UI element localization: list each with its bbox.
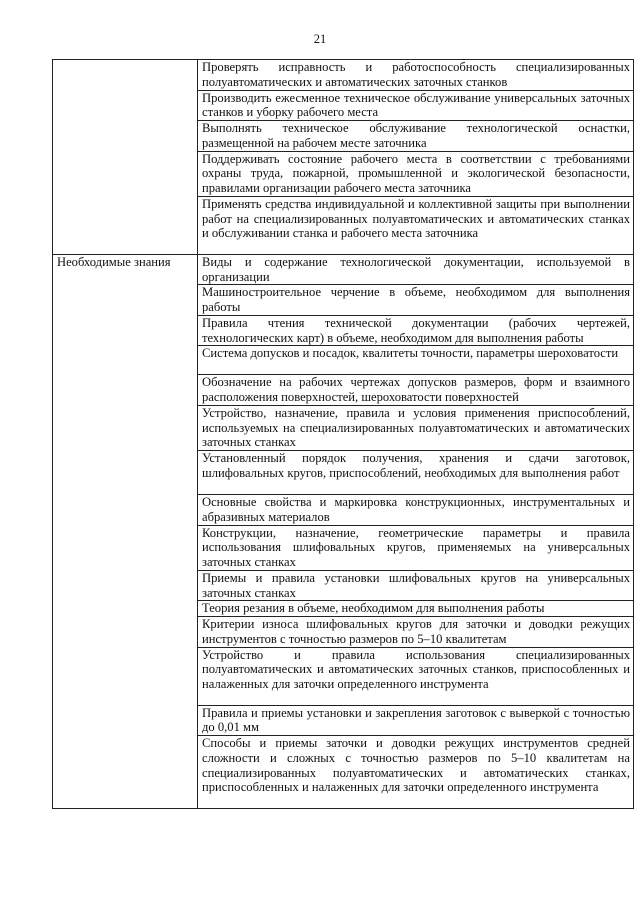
knowledge-cell: Критерии износа шлифовальных кругов для заточки и доводки режущих инструментов с точностью размеров по 5–10 квалитетам (198, 617, 634, 648)
knowledge-cell: Система допусков и посадок, квалитеты точности, параметры шероховатости (198, 346, 634, 375)
knowledge-cell: Правила чтения технической документации (рабочих чертежей, технологических карт) в объеме, необходимом для выполнения работы (198, 315, 634, 346)
knowledge-cell: Обозначение на рабочих чертежах допусков размеров, форм и взаимного расположения поверхностей, шероховатости поверхностей (198, 375, 634, 406)
skill-cell: Выполнять техническое обслуживание технологической оснастки, размещенной на рабочем месте заточника (198, 121, 634, 152)
knowledge-cell: Виды и содержание технологической документации, используемой в организации (198, 254, 634, 285)
knowledge-cell: Приемы и правила установки шлифовальных кругов на универсальных заточных станках (198, 570, 634, 601)
knowledge-cell: Устройство, назначение, правила и условия применения приспособлений, используемых на специализированных полуавтоматических и автоматических заточных станках (198, 405, 634, 450)
table-row (53, 60, 634, 91)
page-number: 21 (313, 32, 327, 46)
knowledge-cell: Правила и приемы установки и закрепления заготовок с выверкой с точностью до 0,01 мм (198, 705, 634, 736)
table-row (53, 254, 634, 285)
knowledge-cell: Теория резания в объеме, необходимом для выполнения работы (198, 601, 634, 617)
skill-cell: Производить ежесменное техническое обслуживание универсальных заточных станков и уборку рабочего места (198, 90, 634, 121)
knowledge-cell: Конструкции, назначение, геометрические параметры и правила использования шлифовальных кругов, применяемых на универсальных заточных станках (198, 525, 634, 570)
knowledge-cell: Основные свойства и маркировка конструкционных, инструментальных и абразивных материалов (198, 495, 634, 526)
knowledge-cell: Установленный порядок получения, хранения и сдачи заготовок, шлифовальных кругов, приспособлений, необходимых для выполнения работ (198, 451, 634, 495)
skill-cell: Проверять исправность и работоспособность специализированных полуавтоматических и автоматических заточных станков (198, 60, 634, 91)
knowledge-cell: Устройство и правила использования специализированных полуавтоматических и автоматических заточных станков, приспособленных и налаженных для заточки определенного инструмента (198, 647, 634, 705)
knowledge-cell: Способы и приемы заточки и доводки режущих инструментов средней сложности и сложных с точностью размеров по 5–10 квалитетам на специализированных полуавтоматических и автоматических станках, приспособленных и налаженных для заточки определенного инструмента (198, 736, 634, 809)
skills-label-cell (53, 60, 198, 255)
skill-cell: Поддерживать состояние рабочего места в соответствии с требованиями охраны труда, пожарной, промышленной и экологической безопасности, правилами организации рабочего места заточника (198, 151, 634, 196)
qualification-table (52, 59, 634, 809)
knowledge-label-cell: Необходимые знания (53, 254, 198, 808)
knowledge-cell: Машиностроительное черчение в объеме, необходимом для выполнения работы (198, 285, 634, 316)
skill-cell: Применять средства индивидуальной и коллективной защиты при выполнении работ на специализированных полуавтоматических и автоматических станках и обслуживании станка и рабочего места заточника (198, 196, 634, 254)
